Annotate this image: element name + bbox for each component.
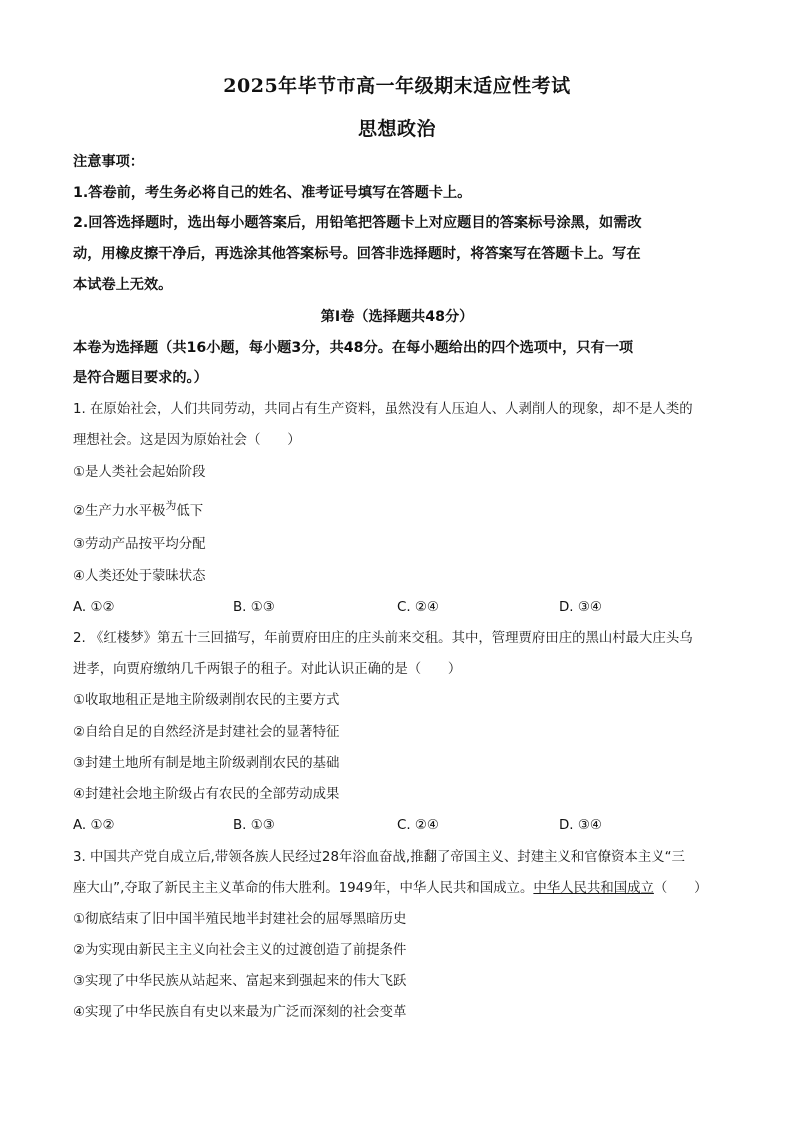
q2-option-a: A. ①② [73,818,115,833]
notice-item-2-line-3: 本试卷上无效。 [73,277,173,293]
q2-option-b: B. ①③ [233,818,275,833]
q3-statement-1: ①彻底结束了旧中国半殖民地半封建社会的屈辱黑暗历史 [73,912,407,927]
q3-statement-2: ②为实现由新民主主义向社会主义的过渡创造了前提条件 [73,943,407,958]
q1-statement-2-pre: ②生产力水平极 [73,504,166,519]
q3-stem-line-2-post: （ ） [653,881,708,896]
notice-item-2-line-2: 动，用橡皮擦干净后，再选涂其他答案标号。回答非选择题时，将答案写在答题卡上。写在 [73,246,641,262]
q2-option-d: D. ③④ [559,818,602,833]
q3-statement-4: ④实现了中华民族自有史以来最为广泛而深刻的社会变革 [73,1005,407,1020]
notice-heading: 注意事项： [73,154,144,170]
q1-statement-2 [73,499,733,522]
q3-stem-line-2-pre: 座大山”,夺取了新民主主义革命的伟大胜利。1949年，中华人民共和国成立。 [73,881,534,896]
q1-option-c: C. ②④ [397,600,439,615]
q3-stem-line-2 [73,879,733,899]
q1-statement-4: ④人类还处于蒙昧状态 [73,569,206,584]
q2-statement-1: ①收取地租正是地主阶级剥削农民的主要方式 [73,693,340,708]
q2-option-c: C. ②④ [397,818,439,833]
notice-item-2-line-1: 2.回答选择题时，选出每小题答案后，用铅笔把答题卡上对应题目的答案标号涂黑，如需改 [73,215,642,231]
q1-statement-1: ①是人类社会起始阶段 [73,465,206,480]
q2-stem-line-2: 进孝，向贾府缴纳几千两银子的租子。对此认识正确的是（ ） [73,662,462,677]
q3-stem-line-1: 3. 中国共产党自成立后,带领各族人民经过28年浴血奋战,推翻了帝国主义、封建主义和官僚资本主义“三 [73,850,685,865]
exam-subject: 思想政治 [357,118,436,140]
q1-statement-2-sup: 为 [165,499,177,512]
q2-statement-3: ③封建土地所有制是地主阶级剥削农民的基础 [73,756,340,771]
q1-stem-line-2: 理想社会。这是因为原始社会（ ） [73,433,301,448]
q1-statement-3: ③劳动产品按平均分配 [73,537,206,552]
exam-title: 2025年毕节市高一年级期末适应性考试 [223,75,571,97]
q2-stem-line-1: 2. 《红楼梦》第五十三回描写，年前贾府田庄的庄头前来交租。其中，管理贾府田庄的黑山村最大庄头乌 [73,631,693,646]
q1-option-a: A. ①② [73,600,115,615]
q1-option-b: B. ①③ [233,600,275,615]
q3-stem-underlined: 中华人民共和国成立 [533,881,654,896]
q3-statement-3: ③实现了中华民族从站起来、富起来到强起来的伟大飞跃 [73,974,407,989]
notice-item-1: 1.答卷前，考生务必将自己的姓名、准考证号填写在答题卡上。 [73,185,472,201]
q1-statement-2-post: 低下 [176,504,204,519]
q2-statement-2: ②自给自足的自然经济是封建社会的显著特征 [73,725,340,740]
section-title: 第Ⅰ卷（选择题共48分） [320,309,474,325]
q1-option-d: D. ③④ [559,600,602,615]
q2-statement-4: ④封建社会地主阶级占有农民的全部劳动成果 [73,787,340,802]
section-desc-line-2: 是符合题目要求的。） [73,370,208,386]
q1-stem-line-1: 1. 在原始社会，人们共同劳动，共同占有生产资料，虽然没有人压迫人、人剥削人的现象，却不是人类的 [73,402,693,417]
section-desc-line-1: 本卷为选择题（共16小题，每小题3分，共48分。在每小题给出的四个选项中，只有一项 [73,340,634,356]
